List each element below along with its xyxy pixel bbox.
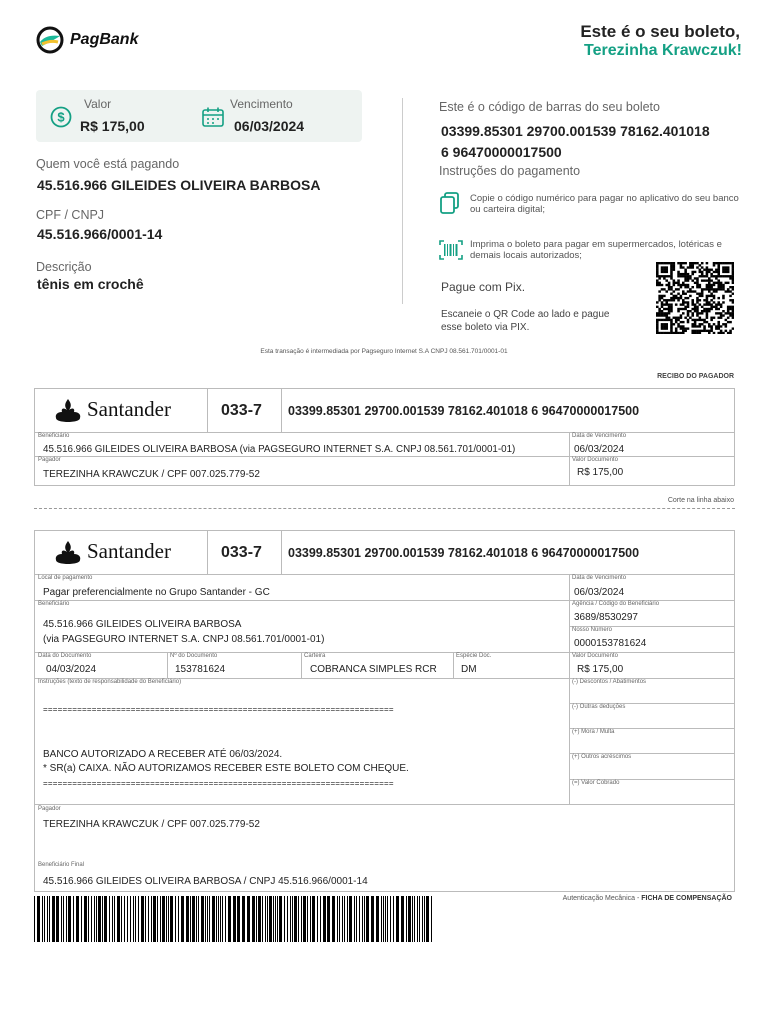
- slip-instructions-field: Instruções (texto de responsabilidade do Beneficiário) ======================================================================== BANCO AUTORIZADO A RECEBER ATÉ 06/03/2024. * SR(a) CAIXA. NÃO AUTORIZAMOS RECEBER ESTE BOLETO COM CHEQUE. ========================================================================: [38, 679, 409, 788]
- valor-value: R$ 175,00: [80, 118, 145, 134]
- slip-instructions-line2: * SR(a) CAIXA. NÃO AUTORIZAMOS RECEBER ESTE BOLETO COM CHEQUE.: [43, 763, 409, 774]
- description-value: tênis em crochê: [37, 276, 144, 292]
- barcode-number[interactable]: [441, 121, 710, 163]
- calendar-icon: [202, 107, 224, 127]
- vertical-divider: [402, 98, 403, 304]
- copy-icon[interactable]: [440, 192, 460, 214]
- barcode-print-icon[interactable]: [439, 240, 463, 260]
- slip-beneficiario-field: Beneficiário 45.516.966 GILEIDES OLIVEIRA BARBOSA (via PAGSEGURO INTERNET S.A. CNPJ 08.561.701/0001-01): [38, 601, 325, 645]
- receipt-vencimento-field: Data de Vencimento 06/03/2024: [572, 433, 627, 455]
- slip-beneficiario-final-value: 45.516.966 GILEIDES OLIVEIRA BARBOSA / CNPJ 45.516.966/0001-14: [43, 876, 368, 887]
- receipt-pagador-value: TEREZINHA KRAWCZUK / CPF 007.025.779-52: [43, 469, 260, 480]
- greeting-customer-name: Terezinha Krawczuk!: [584, 42, 742, 59]
- slip-box: [34, 530, 735, 892]
- santander-flame-icon: [55, 540, 81, 564]
- slip-bank-logo: [55, 539, 171, 564]
- payee-name: 45.516.966 GILEIDES OLIVEIRA BARBOSA: [37, 177, 321, 193]
- slip-vencimento-value: 06/03/2024: [574, 587, 625, 598]
- slip-carteira-value: COBRANCA SIMPLES RCR: [310, 664, 437, 675]
- slip-valor-field: Valor Documento R$ 175,00: [572, 653, 624, 675]
- svg-text:$: $: [57, 109, 65, 125]
- pagbank-logo: [36, 26, 138, 54]
- slip-carteira-field: Carteira COBRANCA SIMPLES RCR: [304, 653, 437, 675]
- pagbank-logo-icon: [36, 26, 64, 54]
- slip-agencia-field: Agência / Código do Beneficiário 3689/8530297: [572, 601, 660, 623]
- valor-label: Valor: [84, 97, 112, 111]
- dollar-circle-icon: [50, 106, 72, 128]
- slip-especie-value: DM: [461, 664, 477, 675]
- payee-label: Quem você está pagando: [36, 157, 180, 171]
- slip-valor-value: R$ 175,00: [577, 664, 624, 675]
- receipt-beneficiario-value: 45.516.966 GILEIDES OLIVEIRA BARBOSA (via PAGSEGURO INTERNET S.A. CNPJ 08.561.701/0001-01): [43, 444, 516, 455]
- slip-especie-field: Espécie Doc. DM: [456, 653, 492, 675]
- slip-pagador-field: Pagador TEREZINHA KRAWCZUK / CPF 007.025.779-52: [38, 806, 260, 830]
- receipt-box: [34, 388, 735, 486]
- copy-instruction: Copie o código numérico para pagar no aplicativo do seu banco ou carteira digital;: [470, 193, 739, 215]
- slip-instructions-separator: ========================================================================: [43, 705, 394, 714]
- pix-qr-code: [656, 262, 734, 334]
- boleto-barcode: [34, 896, 436, 942]
- receipt-bank-code: 033-7: [221, 402, 262, 419]
- barcode-number-line1: 03399.85301 29700.001539 78162.401018: [441, 123, 710, 139]
- vencimento-label: Vencimento: [230, 97, 293, 111]
- slip-num-doc-value: 153781624: [175, 664, 226, 675]
- slip-bank-code: 033-7: [221, 544, 262, 561]
- receipt-valor-field: Valor Documento R$ 175,00: [572, 457, 624, 478]
- receipt-pagador-field: Pagador TEREZINHA KRAWCZUK / CPF 007.025.779-52: [38, 457, 260, 480]
- slip-digitable-line[interactable]: 03399.85301 29700.001539 78162.401018 6 96470000017500: [288, 546, 640, 560]
- slip-data-doc-field: Data do Documento 04/03/2024: [38, 653, 97, 675]
- slip-bank-name: Santander: [87, 539, 171, 563]
- slip-cobrado-field: (=) Valor Cobrado: [572, 780, 620, 786]
- receipt-digitable-line[interactable]: 03399.85301 29700.001539 78162.401018 6 96470000017500: [288, 404, 640, 418]
- brand-name: PagBank: [70, 31, 139, 48]
- cpf-value: 45.516.966/0001-14: [37, 226, 163, 242]
- receipt-valor-value: R$ 175,00: [577, 467, 624, 478]
- barcode-label: Este é o código de barras do seu boleto: [439, 100, 660, 114]
- print-instruction: Imprima o boleto para pagar em supermercados, lotéricas e demais locais autorizados;: [470, 239, 722, 261]
- slip-num-doc-field: Nº do Documento 153781624: [170, 653, 226, 675]
- instructions-title: Instruções do pagamento: [439, 164, 581, 178]
- slip-vencimento-field: Data de Vencimento 06/03/2024: [572, 575, 627, 598]
- ficha-compensacao-title: FICHA DE COMPENSAÇÃO: [641, 895, 732, 902]
- cut-note: Corte na linha abaixo: [667, 497, 734, 504]
- slip-descontos-field: (-) Descontos / Abatimentos: [572, 679, 647, 685]
- slip-local-value: Pagar preferencialmente no Grupo Santander - GC: [43, 587, 270, 598]
- receipt-bank-logo: [55, 397, 171, 422]
- slip-pagador-value: TEREZINHA KRAWCZUK / CPF 007.025.779-52: [43, 819, 260, 830]
- slip-beneficiario-final-field: Beneficiário Final 45.516.966 GILEIDES OLIVEIRA BARBOSA / CNPJ 45.516.966/0001-14: [38, 862, 368, 887]
- cpf-label: CPF / CNPJ: [36, 208, 105, 222]
- intermediary-note: Esta transação é intermediada por Pagseguro Internet S.A CNPJ 08.561.701/0001-01: [260, 348, 508, 355]
- receipt-bank-name: Santander: [87, 397, 171, 421]
- receipt-title: RECIBO DO PAGADOR: [657, 373, 734, 380]
- slip-data-doc-value: 04/03/2024: [46, 664, 97, 675]
- slip-instructions-separator: ========================================================================: [43, 779, 394, 788]
- mechanical-auth-label: Autenticação Mecânica - FICHA DE COMPENSAÇÃO: [562, 895, 732, 902]
- slip-deducoes-field: (-) Outras deduções: [572, 704, 626, 710]
- vencimento-value: 06/03/2024: [234, 118, 305, 134]
- receipt-vencimento-value: 06/03/2024: [574, 444, 625, 455]
- slip-mora-field: (+) Mora / Multa: [572, 729, 615, 735]
- summary-box: [36, 90, 362, 142]
- slip-beneficiario-line1: 45.516.966 GILEIDES OLIVEIRA BARBOSA: [43, 619, 242, 630]
- slip-instructions-line1: BANCO AUTORIZADO A RECEBER ATÉ 06/03/2024.: [43, 749, 283, 760]
- slip-local-field: Local de pagamento Pagar preferencialmente no Grupo Santander - GC: [38, 575, 270, 598]
- description-label: Descrição: [36, 260, 92, 274]
- receipt-beneficiario-field: Beneficiário 45.516.966 GILEIDES OLIVEIRA BARBOSA (via PAGSEGURO INTERNET S.A. CNPJ 08.561.701/0001-01): [38, 433, 516, 455]
- slip-nosso-numero-value: 0000153781624: [574, 638, 647, 649]
- barcode-number-line2: 6 96470000017500: [441, 144, 562, 160]
- cut-line: [34, 508, 735, 509]
- pix-title: Pague com Pix.: [441, 280, 526, 294]
- pix-instruction: Escaneie o QR Code ao lado e pague esse boleto via PIX.: [441, 309, 610, 333]
- slip-nosso-numero-field: Nosso Número 0000153781624: [572, 627, 647, 649]
- slip-acrescimos-field: (+) Outros acréscimos: [572, 754, 632, 760]
- slip-beneficiario-line2: (via PAGSEGURO INTERNET S.A. CNPJ 08.561.701/0001-01): [43, 634, 325, 645]
- slip-agencia-value: 3689/8530297: [574, 612, 638, 623]
- greeting-line1: Este é o seu boleto,: [580, 22, 740, 41]
- santander-flame-icon: [55, 398, 81, 422]
